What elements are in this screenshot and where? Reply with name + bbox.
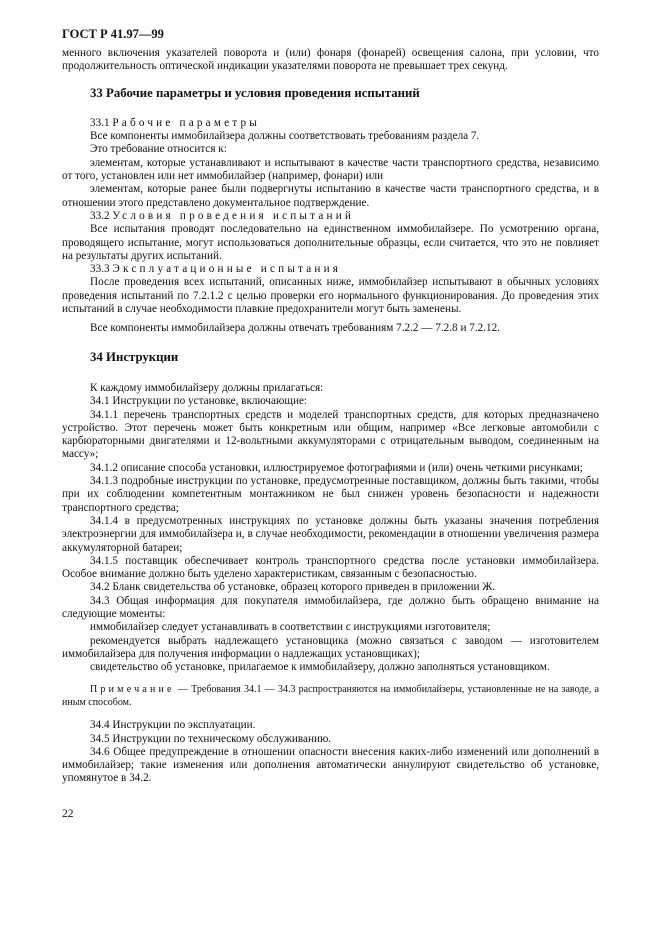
subsection-33-2-number: 33.2: [90, 209, 110, 222]
note-label: Примечание: [90, 684, 175, 696]
paragraph: 34.1.2 описание способа установки, иллюстрируемое фотографиями и (или) очень четкими рисунками;: [90, 461, 583, 474]
page-number: 22: [62, 808, 74, 820]
paragraph: элементам, которые ранее были подвергнуты испытанию в качестве части транспортного средства, и в отношении этого представлено документальное подтверждение.: [62, 183, 599, 209]
paragraph: свидетельство об установке, прилагаемое к иммобилайзеру, должно заполняться установщиком.: [90, 661, 550, 674]
paragraph: Это требование относится к:: [90, 143, 227, 156]
section-33-heading: 33 Рабочие параметры и условия проведения испытаний: [90, 85, 420, 100]
paragraph: 34.4 Инструкции по эксплуатации.: [90, 719, 256, 732]
paragraph: 34.2 Бланк свидетельства об установке, образец которого приведен в приложении Ж.: [90, 581, 496, 594]
paragraph: иммобилайзер следует устанавливать в соответствии с инструкциями изготовителя;: [90, 621, 491, 634]
paragraph: рекомендуется выбрать надлежащего установщика (можно связаться с заводом — изготовителем иммобилайзера для получения информации о надлежащих установщиках);: [62, 634, 599, 660]
paragraph: 34.6 Общее предупреждение в отношении опасности внесения каких-либо изменений или дополнений в иммобилайзер; такие изменения или дополнения автоматически аннулируют свидетельство об установке, упомянутое в 34.2.: [62, 745, 599, 785]
subsection-33-2-title: Условия проведения испытаний: [112, 209, 355, 222]
subsection-33-1-heading: [62, 117, 599, 130]
paragraph: 34.1 Инструкции по установке, включающие:: [90, 395, 308, 408]
note-text: — Требования 34.1 — 34.3 распространяются на иммобилайзеры, установленные не на заводе, а иным способом.: [62, 684, 599, 708]
paragraph: 34.1.4 в предусмотренных инструкциях по установке должны быть указаны значения потребления электроэнергии для иммобилайзера и, в случае необходимости, рекомендации в отношении увеличения размера аккумуляторной батареи;: [62, 514, 599, 554]
paragraph: 34.1.3 подробные инструкции по установке, предусмотренные поставщиком, должны быть такими, чтобы при их соблюдении компетентным монтажником не был снижен уровень безопасности и надежности транспортного средства;: [62, 475, 599, 514]
note: [62, 684, 599, 709]
subsection-33-3-title: Эксплуатационные испытания: [112, 263, 342, 276]
subsection-33-3-number: 33.3: [90, 263, 110, 276]
intro-paragraph: менного включения указателей поворота и (или) фонаря (фонарей) освещения салона, при условии, что продолжительность оптической индикации указателями поворота не превышает трех секунд.: [62, 47, 599, 73]
paragraph: элементам, которые устанавливают и испытывают в качестве части транспортного средства, независимо от того, установлен или нет иммобилайзер (например, фонари) или: [62, 156, 599, 183]
page-content: [62, 47, 599, 786]
paragraph: Все компоненты иммобилайзера должны соответствовать требованиям раздела 7.: [90, 130, 480, 143]
document-header: ГОСТ Р 41.97—99: [62, 27, 164, 41]
paragraph: 34.1.5 поставщик обеспечивает контроль транспортного средства после установки иммобилайзера. Особое внимание должно быть уделено характеристикам, связанным с безопасностью.: [62, 554, 599, 581]
subsection-33-2-heading: [62, 210, 599, 223]
section-34-heading: 34 Инструкции: [90, 349, 179, 364]
paragraph: Все испытания проводят последовательно на единственном иммобилайзере. По усмотрению органа, проводящего испытание, могут использоваться дополнительные образцы, если считается, что это не повлияет на результаты других испытаний.: [62, 223, 599, 262]
paragraph: 34.1.1 перечень транспортных средств и моделей транспортных средств, для которых предназначено устройство. Этот перечень может быть конкретным или общим, например «Все легковые автомобили с карбюраторными двигателями и 12-вольтными аккумуляторами с отрицательным выводом, соединенным на массу»;: [62, 408, 599, 461]
subsection-33-3-heading: [62, 263, 599, 276]
paragraph: 34.3 Общая информация для покупателя иммобилайзера, где должно быть обращено внимание на следующие моменты:: [62, 594, 599, 620]
paragraph: После проведения всех испытаний, описанных ниже, иммобилайзер испытывают в обычных условиях проведения испытаний по 7.2.1.2 с целью проверки его нормального функционирования. До проведения этих испытаний в случае необходимости плавкие предохранители могут быть заменены.: [62, 276, 599, 316]
paragraph: К каждому иммобилайзеру должны прилагаться:: [90, 381, 324, 394]
subsection-33-1-title: Рабочие параметры: [112, 116, 261, 129]
paragraph: 34.5 Инструкции по техническому обслуживанию.: [90, 732, 332, 745]
paragraph: Все компоненты иммобилайзера должны отвечать требованиям 7.2.2 — 7.2.8 и 7.2.12.: [90, 322, 500, 335]
subsection-33-1-number: 33.1: [90, 116, 110, 129]
